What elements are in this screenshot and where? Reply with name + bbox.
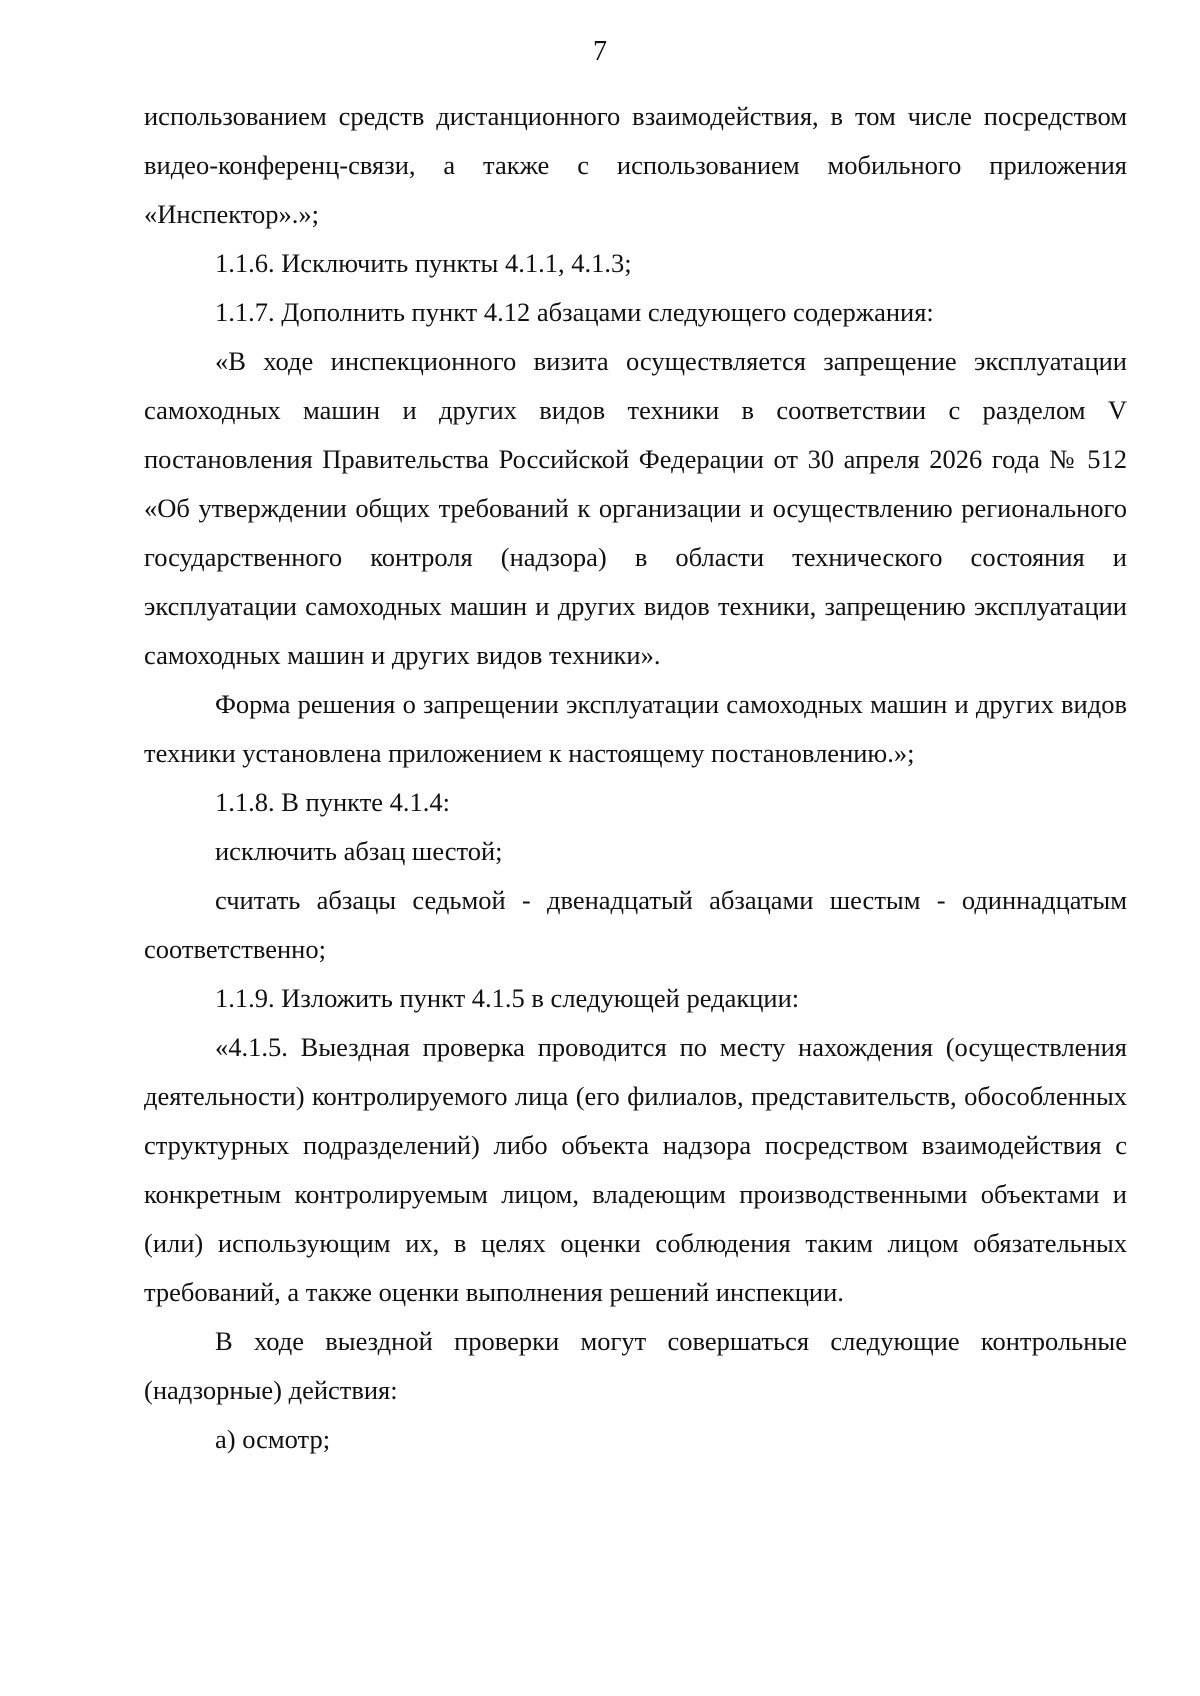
page-number: 7: [593, 36, 607, 67]
paragraph-renumber: считать абзацы седьмой - двенадцатый абзацами шестым - одиннадцатым соответственно;: [144, 885, 1127, 964]
paragraph-control-actions: В ходе выездной проверки могут совершаться следующие контрольные (надзорные) действия:: [144, 1326, 1127, 1405]
paragraph-quote-4-1-5: «4.1.5. Выездная проверка проводится по месту нахождения (осуществления деятельности) контролируемого лица (его филиалов, представительств, обособленных структурных подразделений) либо объекта надзора посредством взаимодействия с конкретным контролируемым лицом, владеющим производственными объектами и (или) использующим их, в целях оценки соблюдения таким лицом обязательных требований, а также оценки выполнения решений инспекции.: [144, 1032, 1127, 1307]
document-body: [144, 92, 1127, 1464]
paragraph-continuation: использованием средств дистанционного взаимодействия, в том числе посредством видео-конференц-связи, а также с использованием мобильного приложения «Инспектор».»;: [144, 101, 1127, 229]
paragraph-item-1-1-6: 1.1.6. Исключить пункты 4.1.1, 4.1.3;: [215, 248, 632, 278]
paragraph-quote-inspection-visit: «В ходе инспекционного визита осуществляется запрещение эксплуатации самоходных машин и других видов техники в соответствии с разделом V постановления Правительства Российской Федерации от 30 апреля 2026 года № 512 «Об утверждении общих требований к организации и осуществлению регионального государственного контроля (надзора) в области технического состояния и эксплуатации самоходных машин и других видов техники, запрещению эксплуатации самоходных машин и других видов техники».: [144, 346, 1127, 670]
paragraph-list-item-a: а) осмотр;: [215, 1424, 331, 1454]
paragraph-item-1-1-8: 1.1.8. В пункте 4.1.4:: [215, 787, 451, 817]
paragraph-decision-form: Форма решения о запрещении эксплуатации самоходных машин и других видов техники установлена приложением к настоящему постановлению.»;: [144, 689, 1127, 768]
paragraph-exclude-sixth: исключить абзац шестой;: [215, 836, 503, 866]
paragraph-item-1-1-7: 1.1.7. Дополнить пункт 4.12 абзацами следующего содержания:: [215, 297, 934, 327]
paragraph-item-1-1-9: 1.1.9. Изложить пункт 4.1.5 в следующей редакции:: [215, 983, 800, 1013]
